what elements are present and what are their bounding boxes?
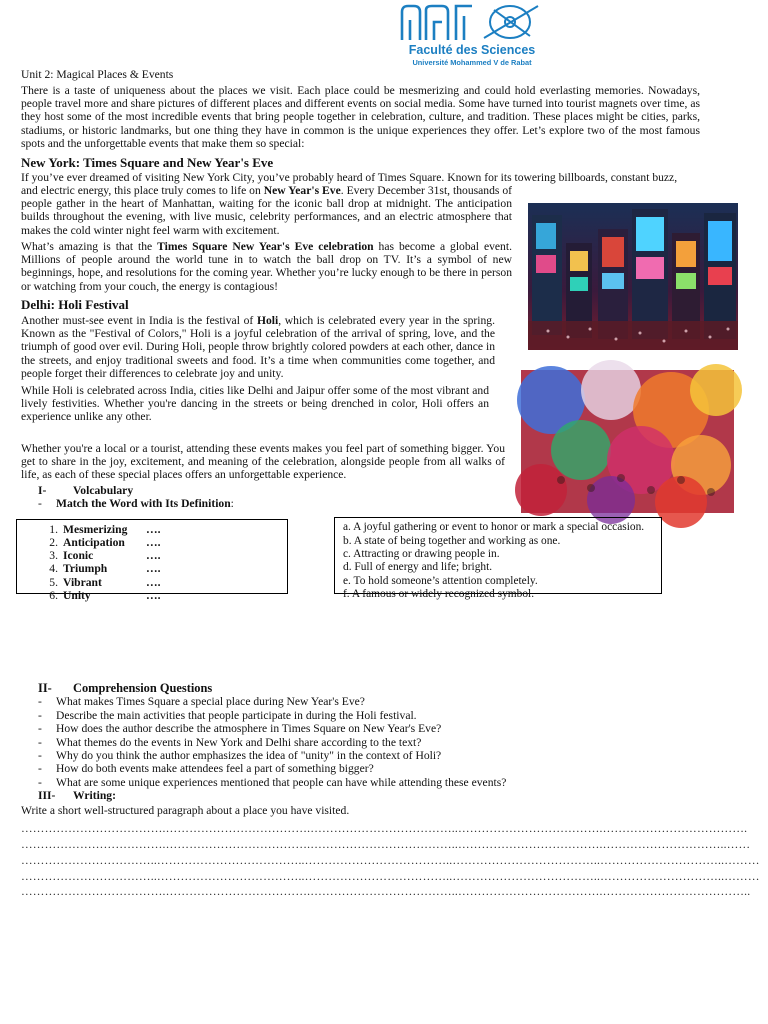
writing-numeral: III- bbox=[38, 789, 56, 802]
conclusion-paragraph: Whether you're a local or a tourist, attending these events makes you feel part of something bigger. You get to share in the joy, excitement, and meaning of the celebration, alongside people from all walks of life, as each of these special places offers an unforgettable experience. bbox=[21, 442, 505, 482]
writing-title: Writing: bbox=[73, 789, 116, 802]
ny-p2-text-b: has become a global event. Millions of people around the world tune in to watch the ball drop on TV. It’s a symbol of new beginnings, hope, and resolutions for the coming year. Whether you’re lucky enough to be there in person or watching from your couch, the energy is contagious! bbox=[21, 240, 512, 293]
question-item: - Why do you think the author emphasizes the idea of "unity" in the context of Holi? bbox=[38, 749, 442, 762]
word-list-box bbox=[16, 519, 288, 602]
faculty-logo bbox=[398, 2, 546, 68]
comprehension-title: Comprehension Questions bbox=[73, 681, 213, 695]
times-square-photo bbox=[528, 203, 738, 350]
question-text: What themes do the events in New York and Delhi share according to the text? bbox=[56, 736, 422, 749]
word-blank[interactable]: …. bbox=[146, 589, 161, 602]
ny-p1-bold: New Year's Eve bbox=[263, 184, 341, 197]
writing-heading bbox=[38, 789, 116, 802]
question-item: - What makes Times Square a special place during New Year's Eve? bbox=[38, 695, 365, 708]
word-number: 2. bbox=[49, 536, 58, 549]
ny-paragraph-line1: If you’ve ever dreamed of visiting New York City, you’ve probably heard of Times Square. Known for its towering billboards, constant buzz, bbox=[21, 171, 678, 184]
ny-paragraph-1 bbox=[21, 184, 512, 237]
ny-paragraph-2 bbox=[21, 240, 512, 293]
vocabulary-instruction-text: Match the Word with Its Definition bbox=[56, 497, 231, 510]
word-row bbox=[41, 562, 161, 575]
question-item: - How does the author describe the atmosphere in Times Square on New Year's Eve? bbox=[38, 722, 442, 735]
word-row bbox=[41, 549, 161, 562]
question-item: - What are some unique experiences mentioned that people can have while attending these events? bbox=[38, 776, 507, 789]
question-text: How does the author describe the atmosphere in Times Square on New Year's Eve? bbox=[56, 722, 442, 735]
delhi-heading: Delhi: Holi Festival bbox=[21, 297, 129, 312]
vocabulary-title: Volcabulary bbox=[73, 484, 134, 497]
definition-item: e. To hold someone’s attention completely. bbox=[343, 575, 538, 587]
delhi-p1-text-a: Another must-see event in India is the festival of bbox=[21, 314, 257, 327]
logo-title: Faculté des Sciences bbox=[408, 43, 536, 57]
definition-item: a. A joyful gathering or event to honor or mark a special occasion. bbox=[343, 521, 645, 533]
word-row bbox=[41, 589, 161, 602]
word-blank[interactable]: …. bbox=[146, 562, 161, 575]
vocabulary-numeral: I- bbox=[38, 484, 47, 497]
question-text: What makes Times Square a special place during New Year's Eve? bbox=[56, 695, 365, 708]
faculty-emblem-icon bbox=[398, 2, 546, 44]
definition-list-box bbox=[334, 517, 662, 600]
question-item: - How do both events make attendees feel a part of something bigger? bbox=[38, 762, 374, 775]
holi-festival-photo bbox=[521, 370, 734, 513]
word-term: Vibrant bbox=[63, 576, 102, 589]
writing-line[interactable]: ……………………………….……………………………….………………………………..……………………………….……………………………….. bbox=[21, 885, 751, 898]
word-number: 3. bbox=[49, 549, 58, 562]
unit-title: Unit 2: Magical Places & Events bbox=[21, 68, 174, 81]
word-term: Mesmerizing bbox=[63, 523, 128, 536]
definition-item: c. Attracting or drawing people in. bbox=[343, 548, 500, 560]
word-number: 1. bbox=[49, 523, 58, 536]
writing-line[interactable]: ……………………………..………………………………..………………………………..………………………………..…………………………..……… bbox=[21, 854, 760, 867]
new-york-heading: New York: Times Square and New Year's Eve bbox=[21, 155, 274, 170]
vocabulary-heading bbox=[38, 484, 133, 497]
instruction-colon: : bbox=[230, 497, 234, 510]
word-row bbox=[41, 536, 161, 549]
definition-item: f. A famous or widely recognized symbol. bbox=[343, 588, 535, 600]
word-blank[interactable]: …. bbox=[146, 536, 161, 549]
question-item: - What themes do the events in New York and Delhi share according to the text? bbox=[38, 736, 422, 749]
writing-prompt: Write a short well-structured paragraph about a place you have visited. bbox=[21, 804, 350, 817]
intro-paragraph: There is a taste of uniqueness about the places we visit. Each place could be mesmerizing and could hold everlasting memories. Nowadays, people travel more and share pictures of different places and different events on social media. Some have turned into tourist magnets over time, as they host some of the most incredible events that bring people together in celebration, culture, and tradition. These places might be cities, parks, stadiums, or historic landmarks, but one thing they have in common is the unique experiences they offer. Let’s explore two of the most famous spots and the unforgettable events that make them so special: bbox=[21, 84, 700, 150]
ny-p2-bold: Times Square New Year's Eve celebration bbox=[157, 240, 374, 253]
word-number: 6. bbox=[49, 589, 58, 602]
word-term: Triumph bbox=[63, 562, 108, 575]
word-term: Anticipation bbox=[63, 536, 125, 549]
question-item: - Describe the main activities that people participate in during the Holi festival. bbox=[38, 709, 417, 722]
definition-item: b. A state of being together and working as one. bbox=[343, 535, 561, 547]
word-row bbox=[41, 576, 161, 589]
word-number: 4. bbox=[49, 562, 58, 575]
word-row bbox=[41, 523, 161, 536]
word-blank[interactable]: …. bbox=[146, 523, 161, 536]
delhi-paragraph-1 bbox=[21, 314, 495, 380]
word-number: 5. bbox=[49, 576, 58, 589]
word-blank[interactable]: …. bbox=[146, 576, 161, 589]
writing-line[interactable]: ……………………………….……………………………….………………………………..……………………………….…………………………..…… bbox=[21, 838, 751, 851]
logo-subtitle: Université Mohammed V de Rabat bbox=[412, 58, 532, 67]
instruction-dash: - bbox=[38, 497, 42, 510]
vocabulary-instruction bbox=[38, 497, 234, 510]
ny-p1-text-b: . Every December 31st, thousands of people gather in the heart of Manhattan, waiting for the iconic ball drop at midnight. The anticipation builds throughout the evening, with live music, celebrity performances, and an electric atmosphere that makes the cold winter night feel warm with excitement. bbox=[21, 184, 513, 237]
word-term: Unity bbox=[63, 589, 91, 602]
ny-p2-text-a: What’s amazing is that the bbox=[21, 240, 158, 253]
writing-line[interactable]: ……………………………..………………………………..………………………………..………………………………..…………………………..……… bbox=[21, 870, 760, 883]
definition-item: d. Full of energy and life; bright. bbox=[343, 561, 493, 573]
word-term: Iconic bbox=[63, 549, 94, 562]
question-text: Why do you think the author emphasizes the idea of "unity" in the context of Holi? bbox=[56, 749, 442, 762]
question-text: Describe the main activities that people participate in during the Holi festival. bbox=[56, 709, 417, 722]
comprehension-heading bbox=[38, 681, 212, 696]
comprehension-numeral: II- bbox=[38, 681, 52, 695]
delhi-p1-bold: Holi bbox=[256, 314, 279, 327]
writing-line[interactable]: ……………………………….……………………………….………………………………..……………………………….………………………………. bbox=[21, 822, 748, 835]
question-text: What are some unique experiences mentioned that people can have while attending these events? bbox=[56, 776, 507, 789]
delhi-p1-text-b: , which is celebrated every year in the spring. Known as the "Festival of Colors," Holi is a joyful celebration of the arrival of spring, love, and the triumph of good over evil. During Holi, people throw brightly colored powders at each other, dance in the streets, and enjoy traditional sweets and food. It’s a time when communities come together, and people forget their differences to celebrate joy and unity. bbox=[21, 314, 495, 380]
delhi-paragraph-2: While Holi is celebrated across India, cities like Delhi and Jaipur offer some of the most vibrant and lively festivities. Whether you're dancing in the streets or being drenched in color, Holi offers an experience unlike any other. bbox=[21, 384, 489, 424]
ny-p1-text-a: and electric energy, this place truly comes to life on bbox=[21, 184, 264, 197]
question-text: How do both events make attendees feel a part of something bigger? bbox=[56, 762, 374, 775]
word-blank[interactable]: …. bbox=[146, 549, 161, 562]
